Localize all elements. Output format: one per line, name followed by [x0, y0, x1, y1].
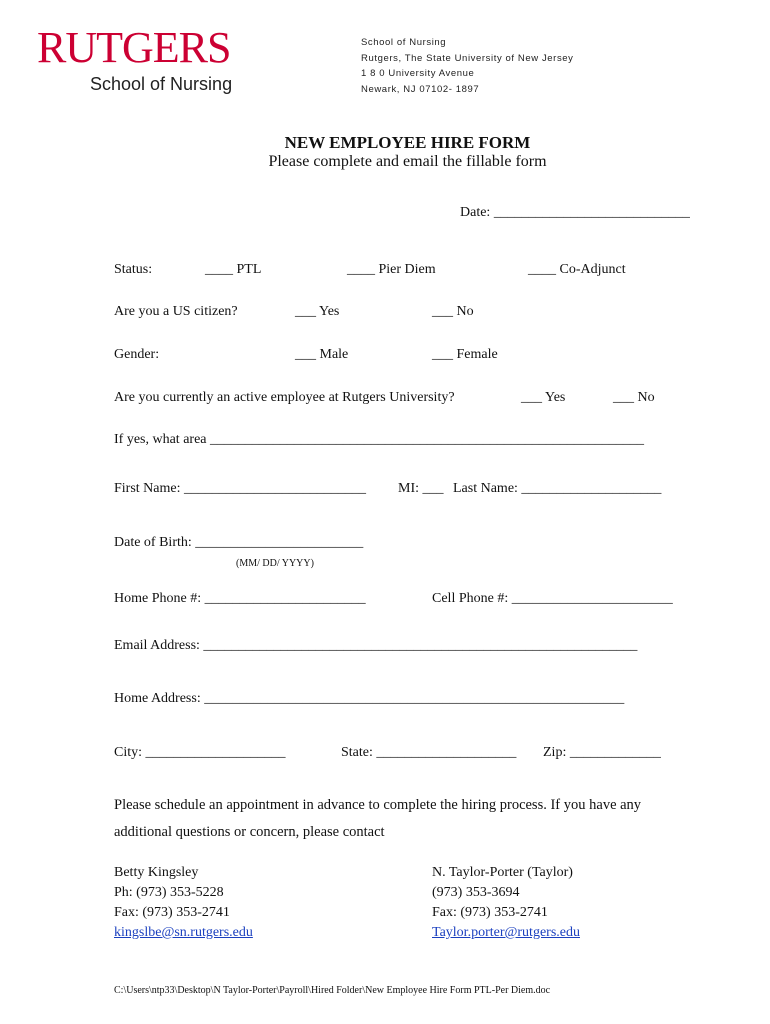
address-line: Newark, NJ 07102- 1897 [361, 83, 480, 95]
contact-fax: Fax: (973) 353-2741 [432, 905, 548, 920]
citizen-yes-option[interactable]: ___ Yes [295, 304, 340, 319]
instructions-line-2: additional questions or concern, please contact [114, 824, 385, 840]
status-label: Status: [114, 262, 153, 277]
address-line: School of Nursing [361, 37, 447, 48]
instructions-line-1: Please schedule an appointment in advance to complete the hiring process. If you have any [114, 797, 642, 813]
address-line: Rutgers, The State University of New Jersey [361, 52, 574, 64]
active-employee-yes-option[interactable]: ___ Yes [521, 390, 566, 405]
home-address-field[interactable]: Home Address: ____________________________________________________________ [114, 691, 625, 706]
contact-fax: Fax: (973) 353-2741 [114, 905, 230, 920]
active-employee-question: Are you currently an active employee at Rutgers University? [114, 390, 455, 405]
active-employee-no-option[interactable]: ___ No [613, 390, 655, 405]
date-of-birth-hint: (MM/ DD/ YYYY) [236, 558, 314, 569]
gender-female-option[interactable]: ___ Female [432, 347, 498, 362]
cell-phone-field[interactable]: Cell Phone #: _______________________ [432, 591, 673, 606]
home-phone-field[interactable]: Home Phone #: _______________________ [114, 591, 366, 606]
date-of-birth-field[interactable]: Date of Birth: ________________________ [114, 535, 364, 550]
gender-male-option[interactable]: ___ Male [295, 347, 349, 362]
status-pier-diem-option[interactable]: ____ Pier Diem [347, 262, 436, 277]
first-name-field[interactable]: First Name: __________________________ [114, 481, 366, 496]
form-title: NEW EMPLOYEE HIRE FORM [284, 133, 531, 152]
rutgers-logo: RUTGERS [37, 23, 231, 72]
footer-file-path: C:\Users\ntp33\Desktop\N Taylor-Porter\Payroll\Hired Folder\New Employee Hire Form PTL-Per Diem.doc [114, 985, 551, 996]
citizen-question: Are you a US citizen? [114, 304, 238, 319]
zip-field[interactable]: Zip: _____________ [543, 745, 661, 760]
contact-phone: (973) 353-3694 [432, 885, 520, 900]
citizen-no-option[interactable]: ___ No [432, 304, 474, 319]
city-field[interactable]: City: ____________________ [114, 745, 286, 760]
contact-name: N. Taylor-Porter (Taylor) [432, 865, 573, 880]
address-block [361, 35, 574, 97]
email-address-field[interactable]: Email Address: ______________________________________________________________ [114, 638, 638, 653]
address-line: 1 8 0 University Avenue [361, 68, 475, 79]
date-field[interactable]: Date: ____________________________ [460, 205, 690, 220]
middle-initial-field[interactable]: MI: ___ [398, 481, 444, 496]
contact-phone: Ph: (973) 353-5228 [114, 885, 224, 900]
school-of-nursing-logo-text: School of Nursing [90, 74, 233, 94]
contact-email-link[interactable]: Taylor.porter@rutgers.edu [432, 925, 580, 940]
contact-name: Betty Kingsley [114, 865, 199, 880]
if-yes-area-field[interactable]: If yes, what area ______________________________________________________________ [114, 432, 645, 447]
status-ptl-option[interactable]: ____ PTL [205, 262, 262, 277]
status-co-adjunct-option[interactable]: ____ Co-Adjunct [528, 262, 626, 277]
contact-email-link[interactable]: kingslbe@sn.rutgers.edu [114, 925, 253, 940]
gender-label: Gender: [114, 347, 160, 362]
last-name-field[interactable]: Last Name: ____________________ [453, 481, 662, 496]
state-field[interactable]: State: ____________________ [341, 745, 517, 760]
form-subtitle: Please complete and email the fillable form [268, 153, 547, 170]
